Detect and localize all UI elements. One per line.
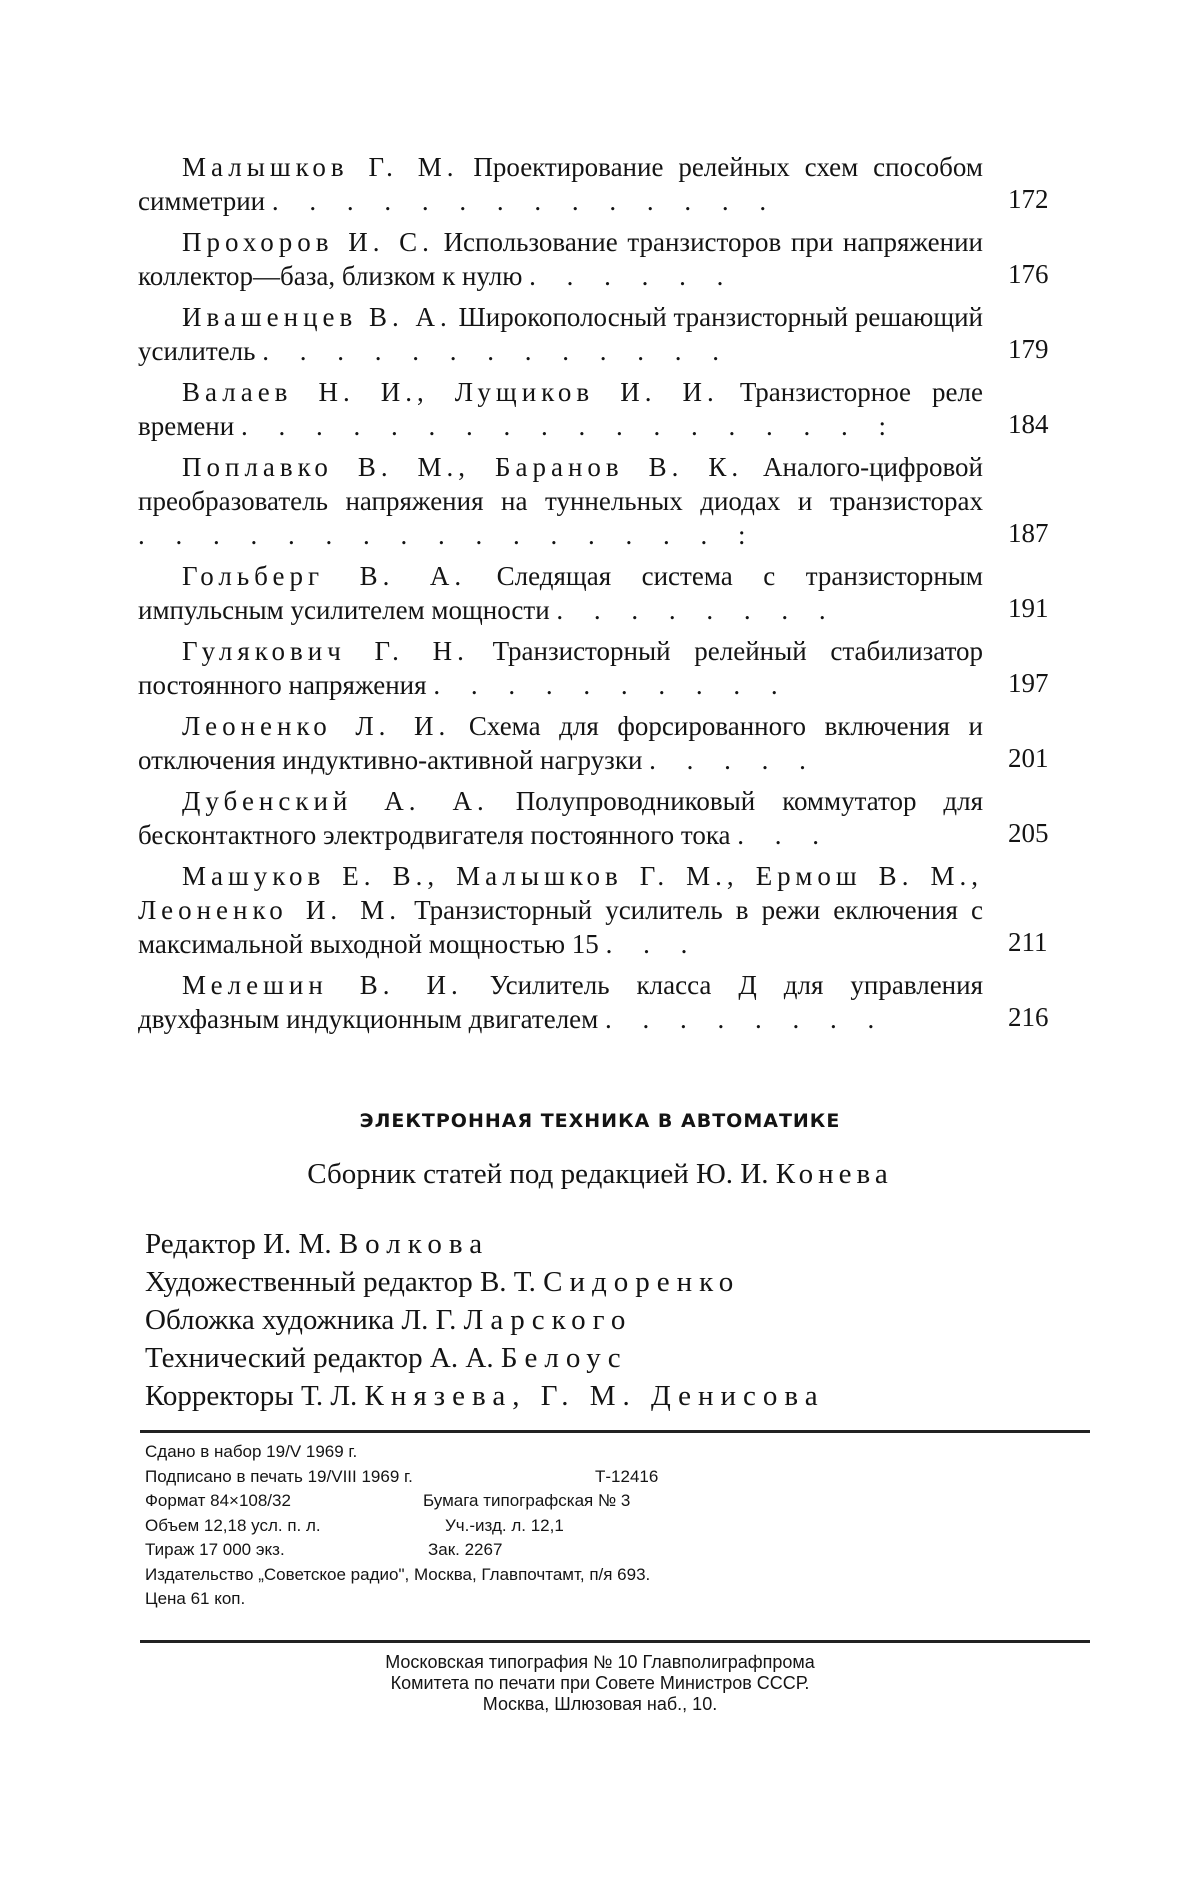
staff-name: Князева, Г. М. Денисова (364, 1380, 825, 1412)
print-volume: Объем 12,18 усл. п. л. (145, 1515, 321, 1535)
toc-entry (138, 150, 1078, 218)
signed-date: Подписано в печать 19/VIII 1969 г. (145, 1466, 413, 1486)
toc-page-number: 172 (1008, 184, 1049, 214)
toc-title: Широкополосный транзисторный решающий усилитель (138, 302, 984, 366)
toc-leader-dots: . . . . . . . . (556, 595, 838, 625)
toc-title: Использование транзисторов при напряжении коллектор—база, близком к нулю (138, 227, 984, 291)
toc-author: Гулякович Г. Н. (182, 636, 469, 666)
toc-entry (138, 225, 1078, 293)
toc-entry (138, 375, 1078, 443)
staff-line (145, 1377, 825, 1415)
publisher: Издательство „Советское радио", Москва, Главпочтамт, п/я 693. (145, 1564, 651, 1584)
toc-title: Проектирование релейных схем способом симметрии (138, 152, 983, 216)
divider-rule (140, 1430, 1090, 1433)
toc-entry (138, 450, 1078, 552)
toc-entry (138, 559, 1078, 627)
staff-line (145, 1263, 825, 1301)
toc-entry (138, 709, 1078, 777)
toc-leader-dots: . . . (605, 929, 700, 959)
toc-page-number: 184 (1008, 409, 1049, 439)
imprint-row (145, 1440, 650, 1465)
toc-title: Схема для форсированного включения и отключения индуктивно-активной нагрузки (138, 711, 983, 775)
printer-line: Московская типография № 10 Главполиграфпрома (385, 1652, 815, 1672)
staff-line (145, 1225, 825, 1263)
toc-title: Транзисторное реле времени (138, 377, 983, 441)
toc-author: Машуков Е. В., Малышков Г. М., Ермош В. М., Леоненко И. М. (138, 861, 983, 925)
staff-line (145, 1301, 825, 1339)
staff-name: Ларского (463, 1304, 633, 1336)
imprint-row (145, 1538, 650, 1563)
toc-page-number: 187 (1008, 518, 1049, 548)
imprint-row (145, 1465, 659, 1490)
printer-line: Москва, Шлюзовая наб., 10. (482, 1694, 718, 1714)
imprint-row (145, 1514, 650, 1539)
toc-title: Аналого-цифровой преобразователь напряжения на туннельных диодах и транзисторах (138, 452, 983, 516)
staff-role: Редактор И. М. (145, 1228, 332, 1260)
toc-author: Ивашенцев В. А. (182, 302, 452, 332)
toc-author: Гольберг В. А. (182, 561, 467, 591)
paper-format: Формат 84×108/32 (145, 1491, 291, 1510)
toc-page-number: 201 (1008, 743, 1049, 773)
toc-entry (138, 784, 1078, 852)
imprint-row (145, 1489, 650, 1514)
print-run: Тираж 17 000 экз. (145, 1540, 285, 1559)
imprint-row (145, 1587, 650, 1612)
toc-author: Мелешин В. И. (182, 970, 463, 1000)
toc-leader-dots: . . . . . . . . . . . . . . . . . : (240, 411, 898, 441)
toc-page-number: 191 (1008, 593, 1049, 623)
toc-title: Транзисторный усилитель в режи еключения с максимальной выходной мощностью 15 (138, 895, 984, 959)
toc-page-number: 211 (1008, 927, 1048, 957)
toc-entry (138, 634, 1078, 702)
toc-leader-dots: . . . . . . . . . . (433, 670, 790, 700)
staff-role: Корректоры Т. Л. (145, 1380, 358, 1412)
subtitle-lead: Сборник статей под редакцией Ю. И. (307, 1158, 769, 1190)
order-number: Зак. 2267 (428, 1540, 503, 1559)
paper-type: Бумага типографская № 3 (423, 1491, 631, 1510)
divider-rule (140, 1640, 1090, 1643)
staff-role: Обложка художника Л. Г. (145, 1304, 457, 1336)
toc-author: Прохоров И. С. (182, 227, 434, 257)
table-of-contents (138, 150, 1078, 1043)
toc-page-number: 179 (1008, 334, 1049, 364)
license-code: Т-12416 (595, 1466, 659, 1486)
staff-role: Технический редактор А. А. (145, 1342, 494, 1374)
toc-entry (138, 859, 1078, 961)
edition-sheets: Уч.-изд. л. 12,1 (445, 1515, 564, 1535)
toc-leader-dots: . . . . . (649, 745, 818, 775)
toc-page-number: 205 (1008, 818, 1049, 848)
subtitle-editor-name: Конева (775, 1158, 893, 1190)
book-title: ЭЛЕКТРОННАЯ ТЕХНИКА В АВТОМАТИКЕ (359, 1110, 841, 1132)
toc-leader-dots: . . . . . . (529, 261, 736, 291)
toc-author: Валаев Н. И., Лущиков И. И. (182, 377, 719, 407)
toc-page-number: 176 (1008, 259, 1049, 289)
staff-line (145, 1339, 825, 1377)
submitted-date: Сдано в набор 19/V 1969 г. (145, 1442, 358, 1461)
book-subtitle (0, 1158, 1200, 1191)
imprint-block (145, 1440, 659, 1612)
staff-name: Волкова (338, 1228, 490, 1260)
toc-title: Следящая система с транзисторным импульсным усилителем мощности (138, 561, 983, 625)
staff-name: Сидоренко (543, 1266, 741, 1298)
toc-page-number: 216 (1008, 1002, 1049, 1032)
toc-leader-dots: . . . . . . . . (605, 1004, 887, 1034)
toc-entry (138, 968, 1078, 1036)
toc-author: Поплавко В. М., Баранов В. К. (182, 452, 744, 482)
toc-title: Транзисторный релейный стабилизатор постоянного напряжения (138, 636, 984, 700)
printer-info (0, 1652, 1200, 1715)
staff-name: Белоус (500, 1342, 628, 1374)
toc-leader-dots: . . . . . . . . . . . . . . . . : (138, 520, 758, 550)
price: Цена 61 коп. (145, 1589, 246, 1608)
toc-leader-dots: . . . . . . . . . . . . . (262, 336, 731, 366)
toc-author: Малышков Г. М. (182, 152, 459, 182)
toc-leader-dots: . . . (737, 820, 832, 850)
staff-credits (145, 1225, 825, 1415)
toc-title: Усилитель класса Д для управления двухфазным индукционным двигателем (138, 970, 983, 1034)
toc-author: Дубенский А. А. (182, 786, 489, 816)
toc-entry (138, 300, 1078, 368)
toc-page-number: 197 (1008, 668, 1049, 698)
toc-leader-dots: . . . . . . . . . . . . . . (271, 186, 779, 216)
toc-author: Леоненко Л. И. (182, 711, 451, 741)
toc-title: Полупроводниковый коммутатор для бесконтактного электродвигателя постоянного тока (138, 786, 984, 850)
imprint-row (145, 1563, 650, 1588)
printer-line: Комитета по печати при Совете Министров СССР. (390, 1673, 810, 1693)
staff-role: Художественный редактор В. Т. (145, 1266, 536, 1298)
